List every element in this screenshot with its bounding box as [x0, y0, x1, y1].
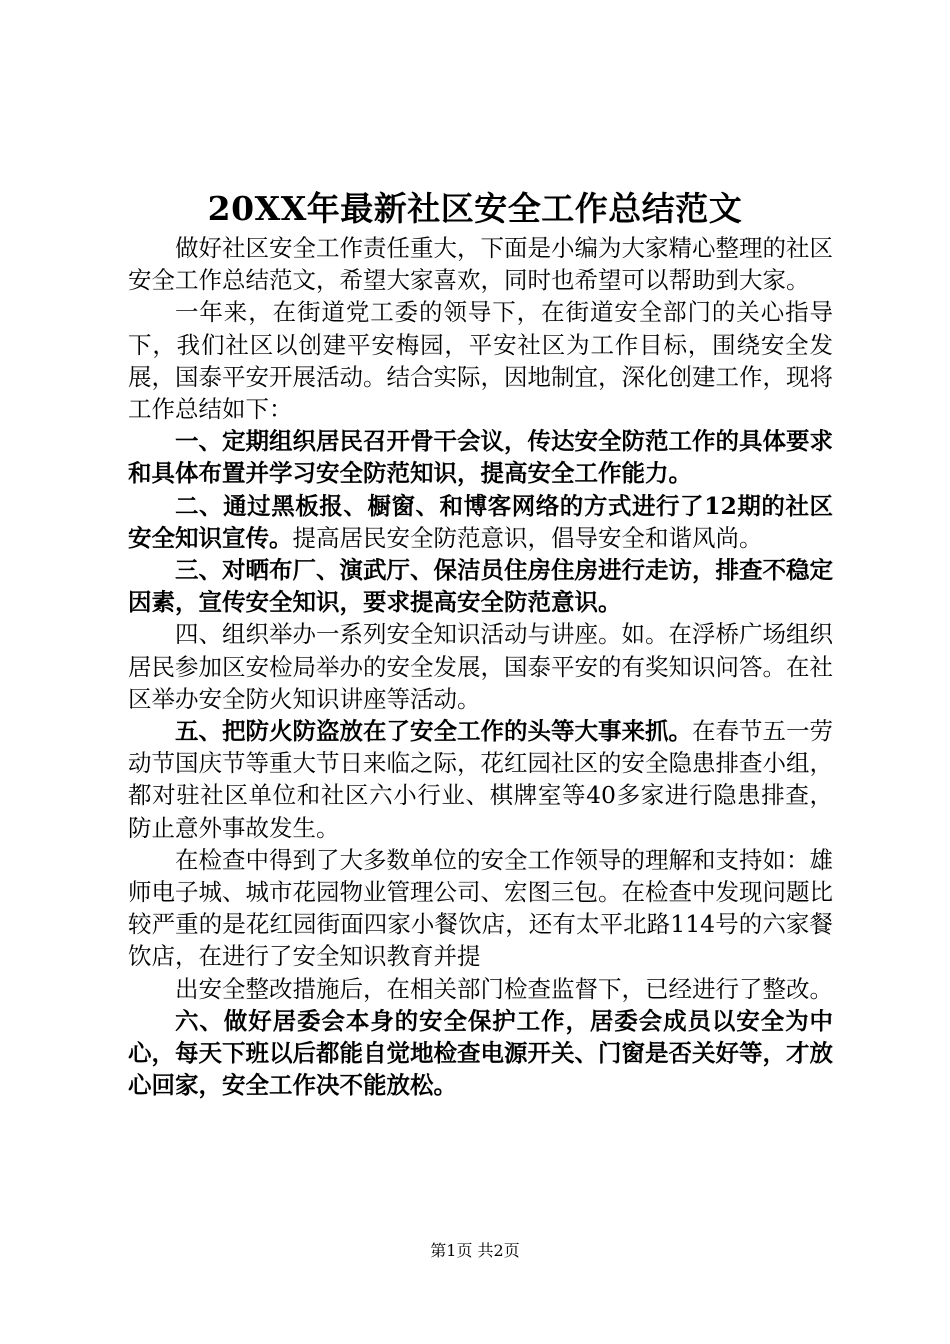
paragraph-overview: 一年来，在街道党工委的领导下，在街道安全部门的关心指导下，我们社区以创建平安梅园，平安社区为工作目标，围绕安全发展，国泰平安开展活动。结合实际，因地制宜，深化创建工作，现将工作总结如下：: [128, 298, 833, 424]
paragraph-inspection: 在检查中得到了大多数单位的安全工作领导的理解和支持如：雄师电子城、城市花园物业管理公司、宏图三包。在检查中发现问题比较严重的是花红园街面四家小餐饮店，还有太平北路114号的六家餐饮店，在进行了安全知识教育并提: [128, 845, 833, 971]
document-body: [128, 232, 833, 1101]
paragraph-item-3: 三、对晒布厂、演武厅、保洁员住房住房进行走访，排查不稳定因素，宣传安全知识，要求提高安全防范意识。: [128, 556, 833, 617]
item-5-lead: 五、把防火防盗放在了安全工作的头等大事来抓。: [175, 717, 692, 746]
paragraph-item-4: 四、组织举办一系列安全知识活动与讲座。如。在浮桥广场组织居民参加区安检局举办的安全发展，国泰平安的有奖知识问答。在社区举办安全防火知识讲座等活动。: [128, 620, 833, 713]
item-2-lead: 二、通过黑板报、橱窗、和博客网络的方式进行了12期的社区安全知识宣传。: [128, 491, 833, 552]
paragraph-item-6: 六、做好居委会本身的安全保护工作，居委会成员以安全为中心，每天下班以后都能自觉地检查电源开关、门窗是否关好等，才放心回家，安全工作决不能放松。: [128, 1006, 833, 1100]
paragraph-item-2: [128, 490, 833, 554]
paragraph-item-5: [128, 715, 833, 844]
paragraph-item-1: 一、定期组织居民召开骨干会议，传达安全防范工作的具体要求和具体布置并学习安全防范知识，提高安全工作能力。: [128, 427, 833, 488]
document-title: 20XX年最新社区安全工作总结范文: [207, 189, 743, 228]
paragraph-intro: 做好社区安全工作责任重大，下面是小编为大家精心整理的社区安全工作总结范文，希望大家喜欢，同时也希望可以帮助到大家。: [128, 234, 833, 295]
paragraph-rectification: 出安全整改措施后，在相关部门检查监督下，已经进行了整改。: [175, 974, 833, 1003]
page-number-footer: 第1页 共2页: [430, 1241, 520, 1260]
item-2-rest: 提高居民安全防范意识，倡导安全和谐风尚。: [292, 523, 763, 552]
item-5-rest: 在春节五一劳动节国庆节等重大节日来临之际，花红园社区的安全隐患排查小组，都对驻社区单位和社区六小行业、棋牌室等40多家进行隐患排查，防止意外事故发生。: [128, 717, 833, 842]
